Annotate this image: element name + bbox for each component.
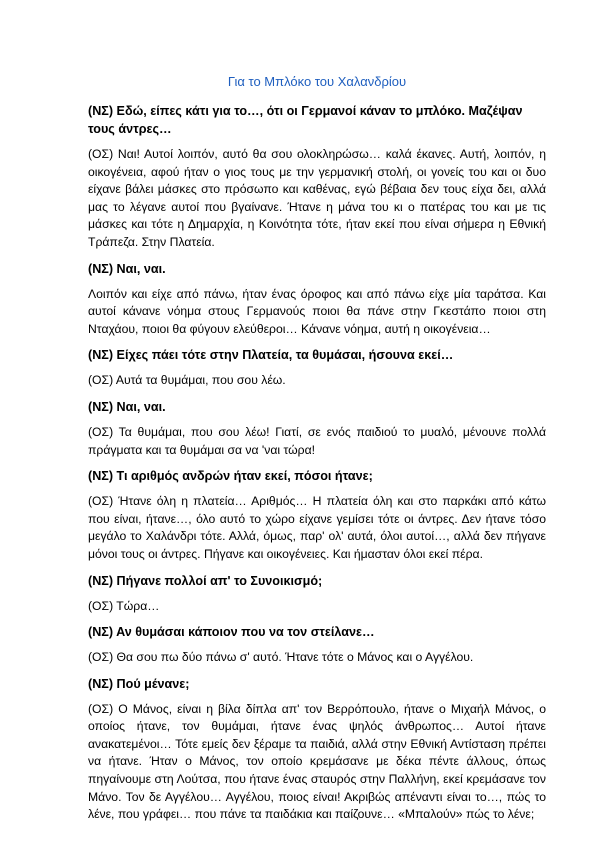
interviewee-answer: Λοιπόν και είχε από πάνω, ήταν ένας όροφος και από πάνω είχε μία ταράτσα. Και αυτοί κάνανε νόημα στους Γερμανούς ποιοι θα πάνε στην Γκεστάπο ποιοι στη Νταχάου, ποιοι θα φύγουν ελεύθεροι… Κάνανε νόημα, αυτή η οικογένεια…: [88, 286, 546, 336]
interviewer-question: (ΝΣ) Πού μένανε;: [88, 676, 190, 691]
interviewer-question: (ΝΣ) Είχες πάει τότε στην Πλατεία, τα θυμάσαι, ήσουνα εκεί…: [88, 348, 454, 363]
interviewee-answer: (ΟΣ) Ο Μάνος, είναι η βίλα δίπλα απ' τον Βερρόπουλο, ήτανε ο Μιχαήλ Μάνος, ο οποίος ήτανε, τον θυμάμαι, ήτανε ένας ψηλός άνθρωπος… Αυτοί ήτανε ανακατεμένοι… Τότε εμείς δεν ξέραμε τα παιδιά, αλλά στην Εθνική Αντίσταση πρέπει να ήτανε. Ήταν ο Μάνος, τον οποίο κρεμάσανε με δέκα πέντε άλλους, όπως πηγαίνουμε στη Λούτσα, που ήτανε ένας σταυρός στην Παλλήνη, εκεί κρεμάσανε τον Μάνο. Τον δε Αγγέλου… Αγγέλου, ποιος είναι! Ακριβώς απέναντι είναι το…, πώς το λένε, που γράφει… που πάνε τα παιδάκια και παίζουνε… «Μπαλούν» πώς το λένε;: [88, 701, 546, 822]
interviewer-question: (ΝΣ) Πήγανε πολλοί απ' το Συνοικισμό;: [88, 573, 323, 588]
interviewee-answer: (ΟΣ) Θα σου πω δύο πάνω σ' αυτό. Ήτανε τότε ο Μάνος και ο Αγγέλου.: [88, 650, 474, 665]
interviewer-question: (ΝΣ) Ναι, ναι.: [88, 261, 166, 276]
interviewer-question: (ΝΣ) Εδώ, είπες κάτι για το…, ότι οι Γερμανοί κάναν το μπλόκο. Μαζέψαν τους άντρες…: [88, 104, 523, 136]
interviewee-answer: (ΟΣ) Ναι! Αυτοί λοιπόν, αυτό θα σου ολοκληρώσω… καλά έκανες. Αυτή, λοιπόν, η οικογένεια, αφού ήταν ο γιος τους με την γερμανική στολή, οι γονείς του και οι δυο είχανε βάλει μάσκες στο πρόσωπο και καθένας, εγώ βέβαια δεν τους είχα δει, αλλά μας το λέγανε αυτοί που βγαίνανε. Ήτανε η μάνα του κι ο πατέρας του και με τις μάσκες και τότε η Δημαρχία, η Κοινότητα τότε, ήταν εκεί που είναι σήμερα η Εθνική Τράπεζα. Στην Πλατεία.: [88, 147, 546, 249]
interviewer-question: (ΝΣ) Αν θυμάσαι κάποιον που να τον στείλανε…: [88, 625, 375, 640]
interviewer-question: (ΝΣ) Τι αριθμός ανδρών ήταν εκεί, πόσοι ήτανε;: [88, 469, 373, 484]
interviewee-answer: (ΟΣ) Ήτανε όλη η πλατεία… Αριθμός… Η πλατεία όλη και στο παρκάκι από κάτω που είναι, ήτανε…, όλο αυτό το χώρο είχανε γεμίσει τότε οι άντρες. Δεν ήτανε τόσο μεγάλο το Χαλάνδρι τότε. Αλλά, όμως, παρ' ολ' αυτά, όλοι αυτοί…, αλλά δεν πήγανε μόνοι τους οι άντρες. Πήγανε και οικογένειες. Και ήμασταν όλοι εκεί πέρα.: [88, 494, 546, 561]
document-title: Για το Μπλόκο του Χαλανδρίου: [227, 74, 407, 89]
interviewee-answer: (ΟΣ) Αυτά τα θυμάμαι, που σου λέω.: [88, 373, 286, 388]
document-body: [88, 102, 546, 824]
interviewer-question: (ΝΣ) Ναι, ναι.: [88, 399, 166, 414]
interviewee-answer: (ΟΣ) Τώρα…: [88, 598, 160, 613]
interviewee-answer: (ΟΣ) Τα θυμάμαι, που σου λέω! Γιατί, σε ενός παιδιού το μυαλό, μένουνε πολλά πράγματα και τα θυμάμαι σα να 'ναι τώρα!: [88, 424, 546, 457]
